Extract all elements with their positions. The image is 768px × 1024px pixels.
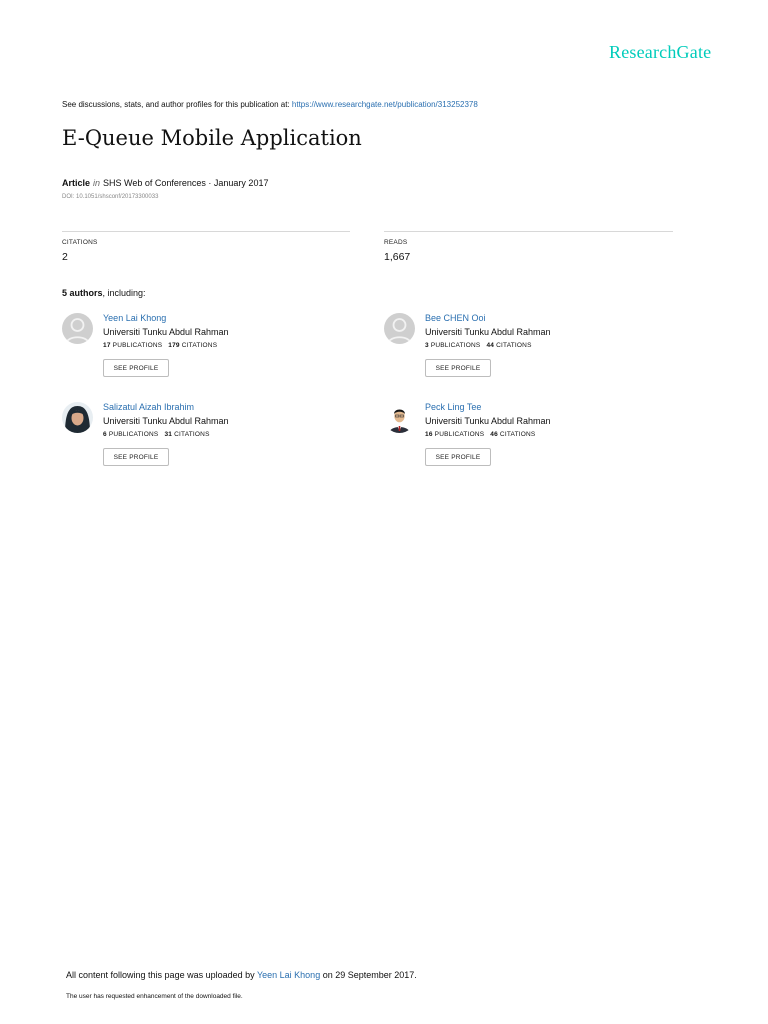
- discussion-notice: [62, 100, 478, 109]
- researchgate-logo[interactable]: ResearchGate: [609, 42, 712, 62]
- publications-label: PUBLICATIONS: [430, 342, 481, 349]
- citations-count: 46: [490, 431, 498, 438]
- see-profile-button[interactable]: SEE PROFILE: [103, 448, 169, 466]
- author-name-link[interactable]: Bee CHEN Ooi: [425, 313, 486, 323]
- uploader-link[interactable]: Yeen Lai Khong: [256, 970, 321, 980]
- author-name-link[interactable]: Salizatul Aizah Ibrahim: [103, 402, 195, 412]
- author-name-link[interactable]: Yeen Lai Khong: [103, 313, 167, 323]
- reads-label: READS: [384, 239, 408, 246]
- authors-count: 5 authors: [62, 288, 103, 298]
- author-photo-avatar[interactable]: [62, 402, 93, 433]
- publications-count: 6: [103, 431, 107, 438]
- publications-label: PUBLICATIONS: [108, 431, 159, 438]
- publications-count: 17: [103, 342, 111, 349]
- see-profile-button[interactable]: SEE PROFILE: [103, 359, 169, 377]
- publications-count: 3: [425, 342, 429, 349]
- citations-value: 2: [62, 251, 68, 263]
- citations-label: CITATIONS: [174, 431, 210, 438]
- reads-divider: [384, 231, 673, 232]
- publications-count: 16: [425, 431, 433, 438]
- citations-label: CITATIONS: [499, 431, 536, 438]
- reads-value: 1,667: [384, 251, 411, 263]
- author-institution: Universiti Tunku Abdul Rahman: [103, 416, 229, 426]
- publication-url-link[interactable]: https://www.researchgate.net/publication/313252378: [291, 100, 478, 109]
- publication-doi: DOI: 10.1051/shsconf/20173300033: [62, 194, 159, 200]
- author-card: [62, 313, 362, 393]
- author-card: [384, 402, 684, 482]
- upload-prefix: All content following this page was uploaded by: [66, 970, 257, 980]
- author-institution: Universiti Tunku Abdul Rahman: [425, 327, 551, 337]
- citations-count: 31: [164, 431, 173, 438]
- publications-label: PUBLICATIONS: [434, 431, 485, 438]
- publications-label: PUBLICATIONS: [112, 342, 163, 349]
- author-card: [62, 402, 362, 482]
- citations-count: 179: [168, 342, 180, 349]
- citations-count: 44: [486, 342, 495, 349]
- upload-notice: [66, 970, 417, 980]
- author-stats: [103, 342, 217, 349]
- publication-venue: SHS Web of Conferences · January 2017: [103, 178, 269, 188]
- author-institution: Universiti Tunku Abdul Rahman: [103, 327, 229, 337]
- author-card: [384, 313, 684, 393]
- see-profile-button[interactable]: SEE PROFILE: [425, 359, 491, 377]
- upload-suffix: on 29 September 2017.: [320, 970, 417, 980]
- enhancement-note: The user has requested enhancement of the downloaded file.: [66, 993, 243, 1000]
- author-name-link[interactable]: Peck Ling Tee: [425, 402, 482, 412]
- publication-meta: [62, 178, 268, 188]
- citations-divider: [62, 231, 350, 232]
- in-label: in: [93, 178, 101, 188]
- citations-label: CITATIONS: [181, 342, 218, 349]
- author-institution: Universiti Tunku Abdul Rahman: [425, 416, 551, 426]
- author-stats: [103, 431, 210, 438]
- citations-label: CITATIONS: [496, 342, 532, 349]
- placeholder-avatar-icon[interactable]: [384, 313, 415, 344]
- publication-type: Article: [62, 178, 91, 188]
- author-photo-avatar[interactable]: [384, 402, 415, 433]
- discussion-prefix: See discussions, stats, and author profiles for this publication at:: [62, 100, 292, 109]
- citations-label: CITATIONS: [62, 239, 98, 246]
- authors-heading: [62, 288, 146, 298]
- placeholder-avatar-icon[interactable]: [62, 313, 93, 344]
- authors-suffix: , including:: [102, 288, 146, 298]
- see-profile-button[interactable]: SEE PROFILE: [425, 448, 491, 466]
- publication-title: E-Queue Mobile Application: [62, 126, 362, 150]
- author-stats: [425, 431, 535, 438]
- author-stats: [425, 342, 532, 349]
